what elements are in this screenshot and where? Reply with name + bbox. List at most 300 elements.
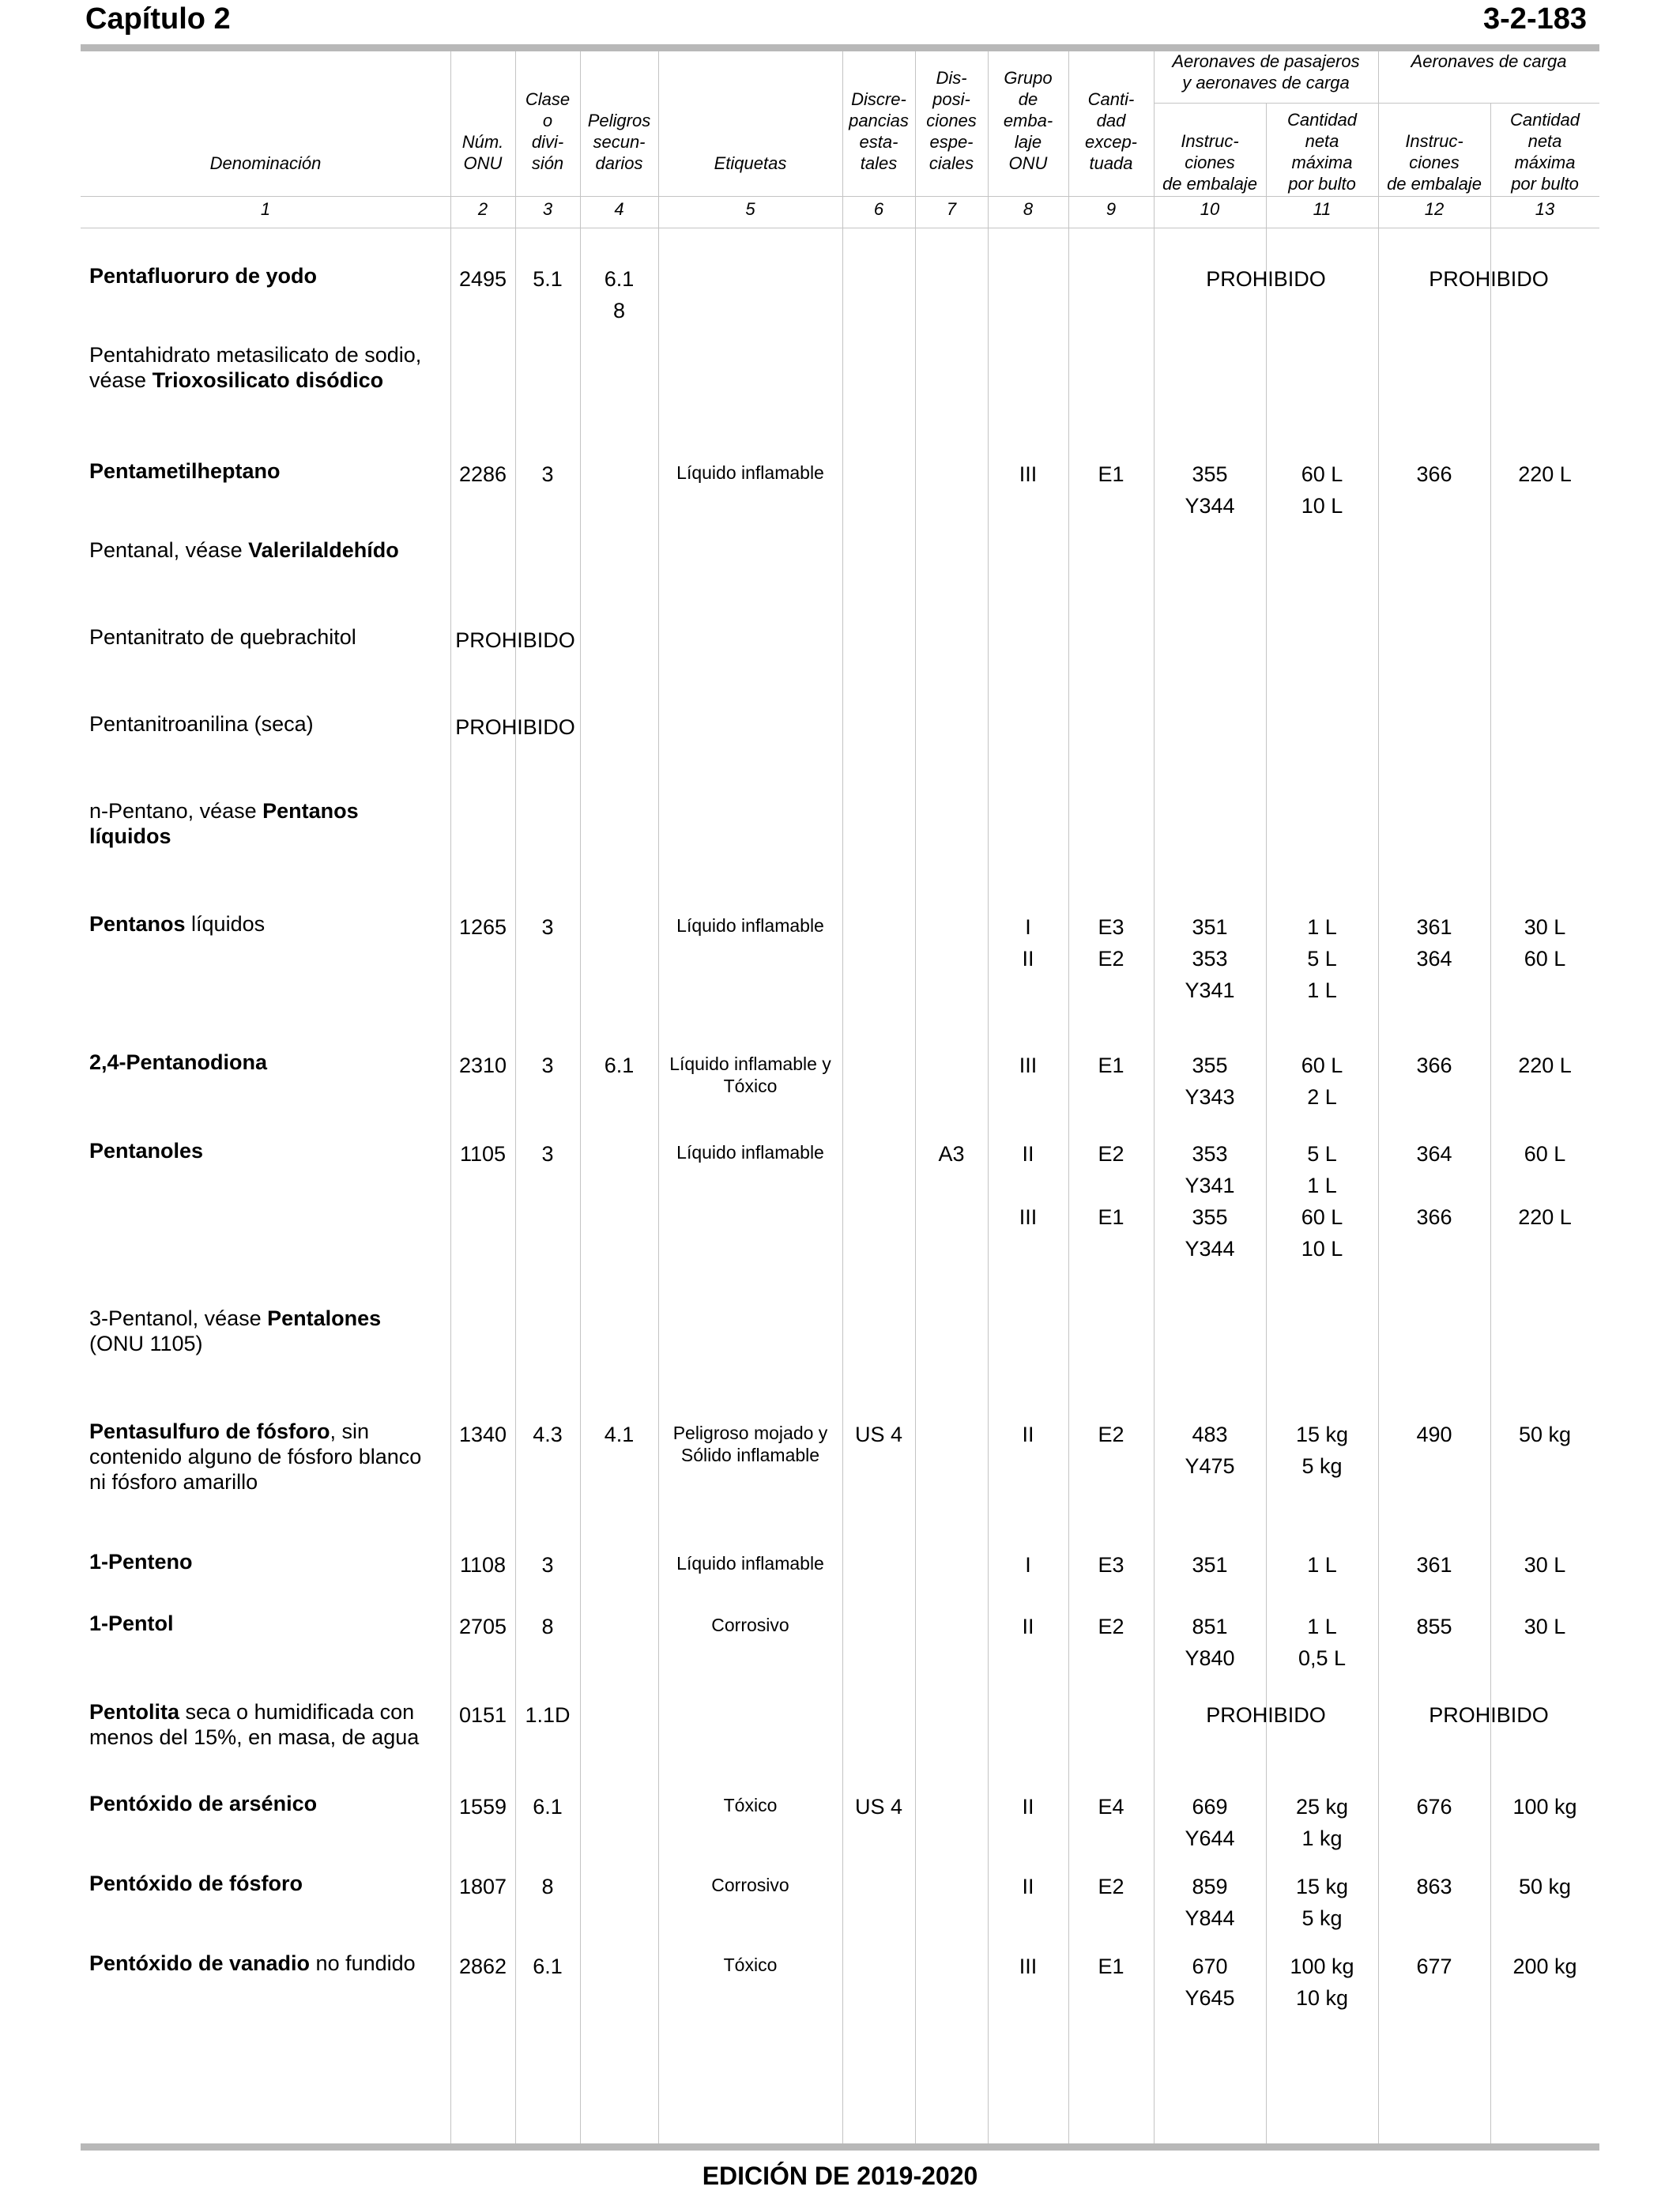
column-divider xyxy=(1068,51,1069,2143)
cargo-packing-instruction xyxy=(1378,1050,1490,1081)
packing-group xyxy=(988,1871,1068,1902)
un-number: 2495 xyxy=(458,267,507,291)
un-number: 0151 xyxy=(458,1703,507,1727)
column-header-col6 xyxy=(842,55,915,174)
cargo-max-quantity-value: 50 kg xyxy=(1518,1875,1572,1898)
column-number: 11 xyxy=(1313,199,1332,219)
column-header-text: Cantidad neta máxima por bulto xyxy=(1509,110,1580,194)
packing-group xyxy=(988,1419,1068,1450)
substance-name xyxy=(89,1791,437,1816)
substance-name-part: 2,4-Pentanodiona xyxy=(89,1050,268,1074)
column-header-text: Dis- posi- ciones espe- ciales xyxy=(926,68,977,173)
subsidiary-hazard-value: 4.1 xyxy=(604,1423,635,1446)
packing-group xyxy=(988,1050,1068,1081)
passenger-max-quantity-value: 25 kg xyxy=(1295,1795,1349,1819)
packing-group-value: II xyxy=(1022,1423,1034,1446)
substance-name xyxy=(89,1306,437,1356)
passenger-packing-instruction-value: Y341 xyxy=(1185,978,1235,1002)
packing-group-value: II xyxy=(1022,947,1034,971)
hazard-class: 3 xyxy=(541,1553,554,1577)
cargo-packing-instruction-value: 855 xyxy=(1416,1615,1452,1638)
state-variation: US 4 xyxy=(854,1795,903,1819)
substance-name-part: seca o humidificada con menos del 15%, en masa, de agua xyxy=(89,1700,420,1749)
passenger-packing-instruction xyxy=(1154,1138,1266,1265)
column-number: 7 xyxy=(946,199,957,219)
passenger-packing-instruction-value: 483 xyxy=(1192,1423,1228,1446)
substance-name-part: Pentanal, véase xyxy=(89,538,249,562)
passenger-packing-instruction xyxy=(1154,1791,1266,1854)
passenger-packing-instruction xyxy=(1154,1050,1266,1113)
packing-group-value: III xyxy=(1019,1955,1038,1978)
cargo-packing-instruction-value: 676 xyxy=(1416,1795,1452,1819)
passenger-max-quantity-value: 15 kg xyxy=(1295,1875,1349,1898)
cargo-max-quantity xyxy=(1490,1871,1599,1902)
hazard-class: 8 xyxy=(541,1615,554,1638)
substance-name-part: (ONU 1105) xyxy=(89,1332,203,1355)
excepted-quantity xyxy=(1068,1419,1154,1450)
column-number: 4 xyxy=(614,199,624,219)
column-header-col2 xyxy=(450,55,515,174)
cargo-max-quantity xyxy=(1490,911,1599,974)
column-header-col10 xyxy=(1154,104,1266,194)
column-header-text: Instruc- ciones de embalaje xyxy=(1387,131,1482,194)
excepted-quantity xyxy=(1068,1138,1154,1233)
column-number: 3 xyxy=(542,199,553,219)
substance-name xyxy=(89,1871,437,1896)
passenger-aircraft-group-header xyxy=(1154,51,1378,98)
passenger-max-quantity xyxy=(1266,1138,1378,1265)
passenger-forbidden-notice: PROHIBIDO xyxy=(1206,1703,1326,1727)
packing-group-value: III xyxy=(1019,1054,1038,1077)
passenger-packing-instruction-value: 353 xyxy=(1192,947,1228,971)
column-divider xyxy=(1378,51,1379,2143)
excepted-quantity-value: E2 xyxy=(1098,1615,1124,1638)
subsidiary-hazard-value: 8 xyxy=(612,299,626,322)
column-divider xyxy=(988,51,989,2143)
excepted-quantity xyxy=(1068,911,1154,974)
cargo-max-quantity-value: 50 kg xyxy=(1518,1423,1572,1446)
cargo-max-quantity xyxy=(1490,1419,1599,1450)
packing-group xyxy=(988,1138,1068,1233)
cargo-packing-instruction xyxy=(1378,911,1490,974)
cargo-packing-instruction xyxy=(1378,1419,1490,1450)
cargo-max-quantity-value: 100 kg xyxy=(1512,1795,1577,1819)
substance-name-part: Pentóxido de arsénico xyxy=(89,1792,318,1815)
hazard-class: 1.1D xyxy=(525,1703,571,1727)
cargo-max-quantity-value xyxy=(1490,1170,1599,1201)
column-header-col11 xyxy=(1266,104,1378,194)
cargo-max-quantity-value: 30 L xyxy=(1524,915,1566,939)
passenger-packing-instruction-value: 355 xyxy=(1192,462,1228,486)
cargo-forbidden-notice: PROHIBIDO xyxy=(1429,267,1549,291)
packing-group xyxy=(988,1611,1068,1642)
cargo-packing-instruction-value: 361 xyxy=(1416,1553,1452,1577)
cargo-packing-instruction-value: 361 xyxy=(1416,915,1452,939)
hazard-class: 3 xyxy=(541,1142,554,1166)
passenger-max-quantity xyxy=(1266,1951,1378,2014)
substance-name-part: líquidos xyxy=(185,912,266,936)
column-header-col3 xyxy=(515,55,580,174)
page-number: 3-2-183 xyxy=(1483,2,1587,36)
hazard-label: Corrosivo xyxy=(711,1615,789,1635)
substance-name xyxy=(89,1549,437,1574)
column-header-col12 xyxy=(1378,104,1490,194)
cargo-packing-instruction xyxy=(1378,1138,1490,1233)
passenger-max-quantity xyxy=(1266,911,1378,1006)
passenger-packing-instruction-value: Y341 xyxy=(1185,1174,1235,1197)
packing-group-value: III xyxy=(1019,1205,1038,1229)
passenger-packing-instruction-value: 670 xyxy=(1192,1955,1228,1978)
substance-name-part: Pentolita xyxy=(89,1700,180,1724)
cargo-max-quantity xyxy=(1490,1611,1599,1642)
column-header-text: Cantidad neta máxima por bulto xyxy=(1286,110,1358,194)
packing-group-value: I xyxy=(1025,1553,1031,1577)
cargo-packing-instruction-value: 677 xyxy=(1416,1955,1452,1978)
substance-name-part: 1-Pentol xyxy=(89,1612,174,1635)
packing-group-value: II xyxy=(1022,1615,1034,1638)
cargo-packing-instruction-value: 364 xyxy=(1416,947,1452,971)
cargo-packing-instruction xyxy=(1378,1611,1490,1642)
passenger-max-quantity-value: 1 L xyxy=(1307,915,1337,939)
passenger-max-quantity xyxy=(1266,1419,1378,1482)
excepted-quantity-value: E1 xyxy=(1098,1054,1124,1077)
excepted-quantity xyxy=(1068,1549,1154,1581)
passenger-max-quantity-value: 5 kg xyxy=(1301,1906,1343,1930)
cargo-max-quantity-value: 220 L xyxy=(1518,1205,1572,1229)
passenger-max-quantity xyxy=(1266,458,1378,522)
hazard-class: 3 xyxy=(541,1054,554,1077)
passenger-max-quantity-value: 0,5 L xyxy=(1298,1646,1347,1670)
passenger-forbidden-notice: PROHIBIDO xyxy=(1206,267,1326,291)
substance-name-part: Pentafluoruro de yodo xyxy=(89,264,318,288)
hazard-class: 8 xyxy=(541,1875,554,1898)
un-number: 2862 xyxy=(458,1955,507,1978)
passenger-max-quantity-value: 60 L xyxy=(1301,1054,1343,1077)
passenger-max-quantity-value: 10 L xyxy=(1301,494,1343,518)
un-number: 2286 xyxy=(458,462,507,486)
column-number: 5 xyxy=(745,199,755,219)
passenger-max-quantity-value: 5 L xyxy=(1307,1142,1337,1166)
un-number: 2310 xyxy=(458,1054,507,1077)
substance-name xyxy=(89,1138,437,1163)
substance-name-part: Pentalones xyxy=(267,1306,382,1330)
passenger-max-quantity-value: 100 kg xyxy=(1290,1955,1354,1978)
substance-name-part: Pentametilheptano xyxy=(89,459,281,483)
special-provision: A3 xyxy=(938,1142,965,1166)
group-header-text: Aeronaves de carga xyxy=(1411,51,1567,71)
packing-group-value: III xyxy=(1019,462,1038,486)
group-header-text: Aeronaves de pasajeros y aeronaves de carga xyxy=(1172,51,1360,92)
passenger-packing-instruction-value: Y343 xyxy=(1185,1085,1235,1109)
excepted-quantity-value: E3 xyxy=(1098,915,1124,939)
cargo-packing-instruction xyxy=(1378,1951,1490,1982)
column-divider xyxy=(580,51,581,2143)
column-header-text: Etiquetas xyxy=(714,153,787,173)
substance-name-part: Pentóxido de vanadio xyxy=(89,1951,311,1975)
substance-name xyxy=(89,798,437,849)
passenger-packing-instruction-value: Y475 xyxy=(1185,1454,1235,1478)
column-number: 2 xyxy=(477,199,488,219)
hazard-label: Líquido inflamable xyxy=(676,915,824,936)
passenger-packing-instruction xyxy=(1154,1549,1266,1581)
substance-name-part: Pentasulfuro de fósforo xyxy=(89,1419,330,1443)
packing-group xyxy=(988,458,1068,490)
edition-footer: EDICIÓN DE 2019-2020 xyxy=(702,2162,978,2190)
passenger-max-quantity-value: 1 kg xyxy=(1301,1826,1343,1850)
substance-name xyxy=(89,624,437,650)
hazard-class: 4.3 xyxy=(533,1423,563,1446)
cargo-forbidden-notice: PROHIBIDO xyxy=(1429,1703,1549,1727)
excepted-quantity-value: E1 xyxy=(1098,1205,1124,1229)
passenger-packing-instruction-value: 859 xyxy=(1192,1875,1228,1898)
bottom-rule xyxy=(81,2143,1599,2151)
cargo-max-quantity xyxy=(1490,1050,1599,1081)
excepted-quantity xyxy=(1068,1050,1154,1081)
packing-group xyxy=(988,1549,1068,1581)
passenger-packing-instruction xyxy=(1154,1611,1266,1674)
column-header-text: Peligros secun- darios xyxy=(587,111,651,173)
substance-name xyxy=(89,1419,437,1495)
passenger-packing-instruction xyxy=(1154,458,1266,522)
passenger-max-quantity-value: 1 L xyxy=(1307,1174,1337,1197)
passenger-max-quantity xyxy=(1266,1611,1378,1674)
column-header-col1 xyxy=(81,55,450,174)
excepted-quantity-value: E2 xyxy=(1098,1142,1124,1166)
passenger-max-quantity-value: 1 L xyxy=(1307,1615,1337,1638)
substance-name xyxy=(89,263,437,288)
column-divider xyxy=(515,51,516,2143)
forbidden-notice: PROHIBIDO xyxy=(455,715,575,739)
cargo-max-quantity-value: 220 L xyxy=(1518,462,1572,486)
substance-name xyxy=(89,1050,437,1075)
cargo-max-quantity-value: 30 L xyxy=(1524,1553,1566,1577)
passenger-max-quantity-value: 1 L xyxy=(1307,978,1337,1002)
un-number: 1265 xyxy=(458,915,507,939)
substance-name-part: n-Pentano, véase xyxy=(89,799,263,823)
hazard-class: 3 xyxy=(541,915,554,939)
column-divider xyxy=(1490,103,1491,2143)
packing-group-value: I xyxy=(1025,915,1031,939)
passenger-packing-instruction-value: Y644 xyxy=(1185,1826,1235,1850)
excepted-quantity xyxy=(1068,1611,1154,1642)
cargo-packing-instruction xyxy=(1378,1871,1490,1902)
passenger-packing-instruction-value: Y344 xyxy=(1185,494,1235,518)
substance-name-part: , sin contenido alguno de fósforo blanco ni fósforo amarillo xyxy=(89,1419,422,1494)
cargo-packing-instruction-value xyxy=(1378,1170,1490,1201)
cargo-packing-instruction-value: 863 xyxy=(1416,1875,1452,1898)
cargo-max-quantity-value: 200 kg xyxy=(1512,1955,1577,1978)
packing-group-value xyxy=(988,1170,1068,1201)
hazard-class: 3 xyxy=(541,462,554,486)
cargo-packing-instruction-value: 366 xyxy=(1416,1054,1452,1077)
substance-name xyxy=(89,1951,437,1976)
excepted-quantity-value: E1 xyxy=(1098,1955,1124,1978)
substance-name xyxy=(89,458,437,484)
passenger-max-quantity xyxy=(1266,1791,1378,1854)
excepted-quantity xyxy=(1068,1951,1154,1982)
column-header-text: Canti- dad excep- tuada xyxy=(1084,89,1138,173)
column-header-text: Instruc- ciones de embalaje xyxy=(1162,131,1257,194)
substance-name-part: Pentóxido de fósforo xyxy=(89,1872,303,1895)
substance-name-part: Valerilaldehído xyxy=(248,538,399,562)
hazard-label: Tóxico xyxy=(723,1955,778,1975)
substance-name-part: 3-Pentanol, véase xyxy=(89,1306,268,1330)
cargo-max-quantity xyxy=(1490,1951,1599,1982)
passenger-max-quantity-value: 5 L xyxy=(1307,947,1337,971)
passenger-max-quantity-value: 2 L xyxy=(1307,1085,1337,1109)
excepted-quantity-value xyxy=(1068,1170,1154,1201)
packing-group-value: II xyxy=(1022,1142,1034,1166)
substance-name xyxy=(89,1611,437,1636)
column-header-text: Clase o divi- sión xyxy=(525,89,571,173)
passenger-packing-instruction-value: 851 xyxy=(1192,1615,1228,1638)
excepted-quantity-value: E3 xyxy=(1098,1553,1124,1577)
cargo-max-quantity-value: 30 L xyxy=(1524,1615,1566,1638)
group-divider xyxy=(1154,103,1599,104)
column-header-text: Denominación xyxy=(209,153,322,173)
excepted-quantity-value: E2 xyxy=(1098,947,1124,971)
cargo-max-quantity-value: 60 L xyxy=(1524,947,1566,971)
passenger-packing-instruction xyxy=(1154,1419,1266,1482)
forbidden-notice: PROHIBIDO xyxy=(455,628,575,652)
subsidiary-hazard-value: 6.1 xyxy=(604,1054,635,1077)
column-header-text: Grupo de emba- laje ONU xyxy=(1003,68,1053,173)
substance-name-part: Pentahidrato metasilicato de sodio, véase xyxy=(89,343,422,392)
passenger-packing-instruction-value: 669 xyxy=(1192,1795,1228,1819)
hazard-label: Tóxico xyxy=(723,1795,778,1815)
column-header-col13 xyxy=(1490,104,1599,194)
passenger-packing-instruction-value: 353 xyxy=(1192,1142,1228,1166)
column-header-col8 xyxy=(988,55,1068,174)
substance-name-part: 1-Penteno xyxy=(89,1550,193,1574)
cargo-packing-instruction xyxy=(1378,1549,1490,1581)
subsidiary-hazard xyxy=(580,1050,658,1081)
un-number: 2705 xyxy=(458,1615,507,1638)
excepted-quantity xyxy=(1068,1791,1154,1823)
excepted-quantity-value: E1 xyxy=(1098,462,1124,486)
passenger-packing-instruction-value: Y844 xyxy=(1185,1906,1235,1930)
cargo-packing-instruction xyxy=(1378,1791,1490,1823)
subsidiary-hazard xyxy=(580,263,658,326)
column-number: 1 xyxy=(260,199,271,219)
packing-group xyxy=(988,1951,1068,1982)
hazard-class: 6.1 xyxy=(533,1955,563,1978)
excepted-quantity-value: E2 xyxy=(1098,1423,1124,1446)
column-header-text: Núm. ONU xyxy=(461,132,504,173)
cargo-packing-instruction xyxy=(1378,458,1490,490)
substance-name-part: Pentanos xyxy=(89,912,186,936)
hazard-class: 5.1 xyxy=(533,267,563,291)
passenger-max-quantity-value: 10 kg xyxy=(1295,1986,1349,2010)
cargo-max-quantity-value: 60 L xyxy=(1524,1142,1566,1166)
column-divider xyxy=(842,51,843,2143)
column-divider xyxy=(658,51,659,2143)
passenger-packing-instruction-value: 351 xyxy=(1192,1553,1228,1577)
packing-group xyxy=(988,1791,1068,1823)
subsidiary-hazard-value: 6.1 xyxy=(604,267,635,291)
substance-name-part: Pentanos líquidos xyxy=(89,799,359,848)
column-header-text: Discre- pancias esta- tales xyxy=(849,89,909,173)
hazard-label: Líquido inflamable xyxy=(676,462,824,483)
passenger-max-quantity-value: 60 L xyxy=(1301,1205,1343,1229)
substance-name-part: Pentanitroanilina (seca) xyxy=(89,712,314,736)
passenger-packing-instruction-value: 355 xyxy=(1192,1205,1228,1229)
passenger-max-quantity xyxy=(1266,1549,1378,1581)
passenger-packing-instruction-value: 355 xyxy=(1192,1054,1228,1077)
packing-group-value: II xyxy=(1022,1875,1034,1898)
passenger-max-quantity xyxy=(1266,1871,1378,1934)
substance-name xyxy=(89,911,437,937)
passenger-packing-instruction-value: Y645 xyxy=(1185,1986,1235,2010)
excepted-quantity xyxy=(1068,1871,1154,1902)
passenger-max-quantity xyxy=(1266,1050,1378,1113)
hazard-label: Peligroso mojado y Sólido inflamable xyxy=(672,1423,828,1465)
passenger-packing-instruction-value: Y840 xyxy=(1185,1646,1235,1670)
packing-group xyxy=(988,911,1068,974)
substance-name xyxy=(89,537,437,563)
header-divider xyxy=(81,196,1599,197)
cargo-max-quantity xyxy=(1490,1549,1599,1581)
cargo-packing-instruction-value: 366 xyxy=(1416,462,1452,486)
cargo-max-quantity-value: 220 L xyxy=(1518,1054,1572,1077)
column-divider xyxy=(450,51,451,2143)
cargo-packing-instruction-value: 490 xyxy=(1416,1423,1452,1446)
hazard-label: Líquido inflamable xyxy=(676,1553,824,1574)
hazard-label: Líquido inflamable y Tóxico xyxy=(669,1054,831,1096)
excepted-quantity-value: E2 xyxy=(1098,1875,1124,1898)
passenger-packing-instruction xyxy=(1154,1871,1266,1934)
hazard-label: Corrosivo xyxy=(711,1875,789,1895)
excepted-quantity-value: E4 xyxy=(1098,1795,1124,1819)
cargo-packing-instruction-value: 364 xyxy=(1416,1142,1452,1166)
column-number: 13 xyxy=(1535,199,1555,219)
state-variation: US 4 xyxy=(854,1423,903,1446)
passenger-max-quantity-value: 60 L xyxy=(1301,462,1343,486)
passenger-packing-instruction xyxy=(1154,911,1266,1006)
passenger-max-quantity-value: 15 kg xyxy=(1295,1423,1349,1446)
column-header-col4 xyxy=(580,55,658,174)
substance-name-part: Pentanitrato de quebrachitol xyxy=(89,625,356,649)
hazard-class: 6.1 xyxy=(533,1795,563,1819)
cargo-max-quantity xyxy=(1490,458,1599,490)
passenger-packing-instruction-value: Y344 xyxy=(1185,1237,1235,1261)
substance-name-part: no fundido xyxy=(310,1951,416,1975)
un-number: 1105 xyxy=(459,1142,507,1166)
passenger-packing-instruction xyxy=(1154,1951,1266,2014)
substance-name xyxy=(89,1699,437,1750)
cargo-aircraft-group-header xyxy=(1378,51,1599,98)
substance-name-part: Trioxosilicato disódico xyxy=(152,368,384,392)
substance-name xyxy=(89,711,437,737)
substance-name-part: Pentanoles xyxy=(89,1139,204,1163)
hazard-label: Líquido inflamable xyxy=(676,1142,824,1163)
column-number: 8 xyxy=(1023,199,1034,219)
passenger-max-quantity-value: 1 L xyxy=(1307,1553,1337,1577)
column-header-col9 xyxy=(1068,55,1154,174)
substance-name xyxy=(89,342,437,393)
un-number: 1807 xyxy=(458,1875,507,1898)
un-number: 1559 xyxy=(458,1795,507,1819)
column-number: 10 xyxy=(1200,199,1220,219)
packing-group-value: II xyxy=(1022,1795,1034,1819)
subsidiary-hazard xyxy=(580,1419,658,1450)
un-number: 1108 xyxy=(459,1553,507,1577)
column-header-col7 xyxy=(915,55,988,174)
column-divider xyxy=(915,51,916,2143)
excepted-quantity xyxy=(1068,458,1154,490)
column-header-col5 xyxy=(658,55,842,174)
chapter-title: Capítulo 2 xyxy=(85,2,231,36)
